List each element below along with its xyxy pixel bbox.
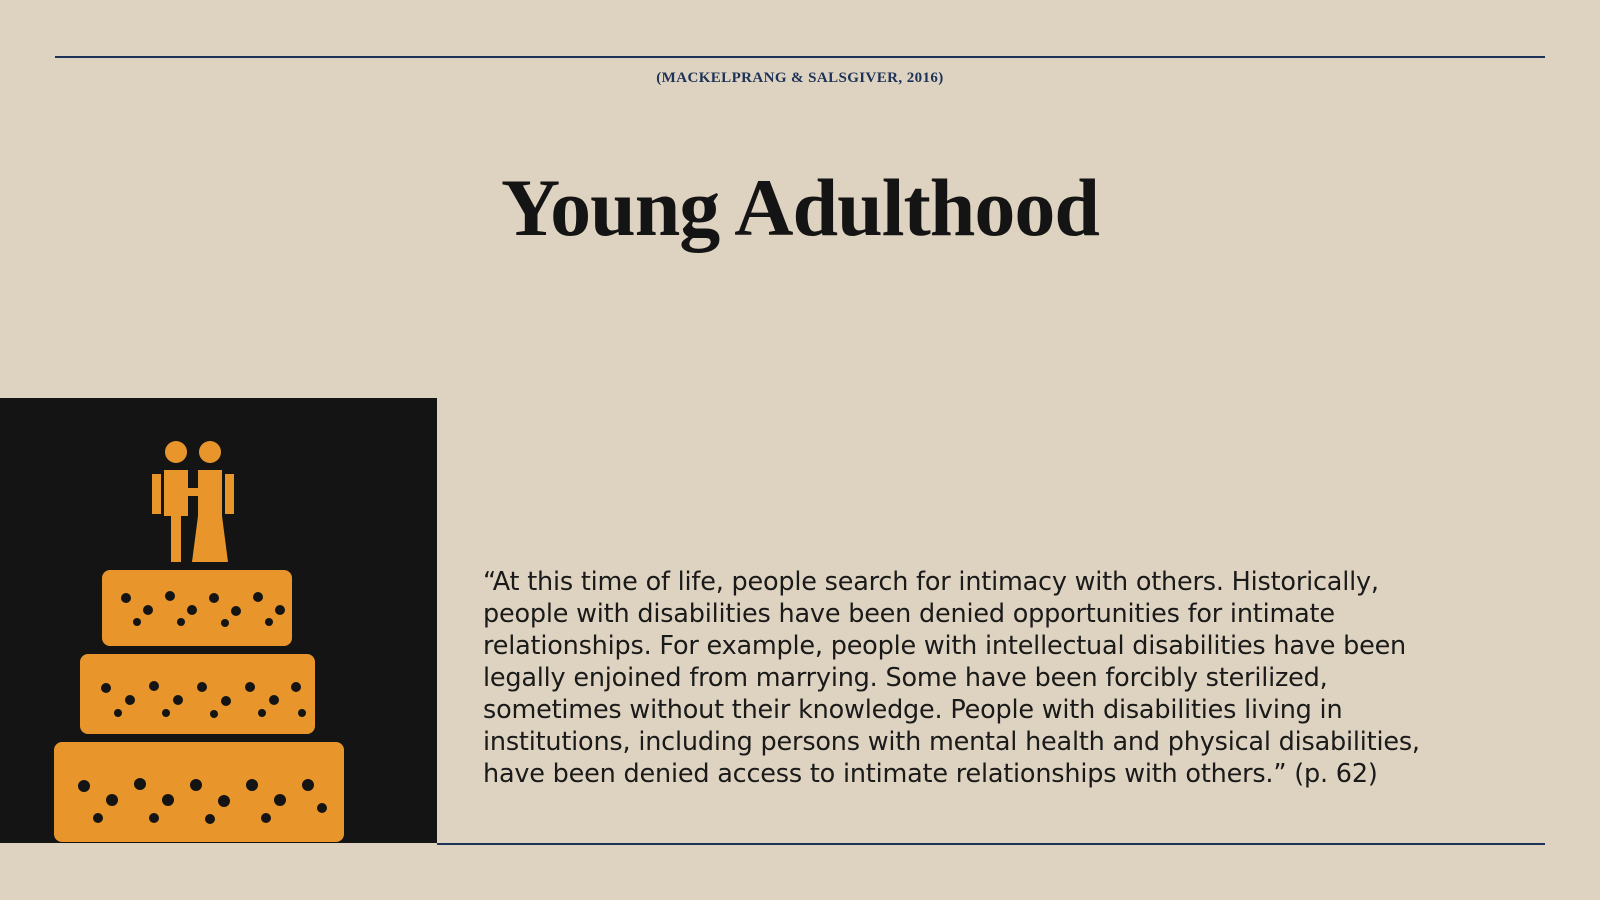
wedding-cake-illustration bbox=[0, 398, 437, 843]
cake-icon bbox=[40, 430, 370, 843]
citation-text: (MACKELPRANG & SALSGIVER, 2016) bbox=[656, 70, 944, 86]
page-title: Young Adulthood bbox=[500, 161, 1100, 253]
quote-text: “At this time of life, people search for intimacy with others. Historically, people with disabilities have been denied opportunities for intimate relationships. For example, people with intellectual disabilities have been legally enjoined from marrying. Some have been forcibly sterilized, sometimes without their knowledge. People with disabilities living in institutions, including persons with mental health and physical disabilities, have been denied access to intimate relationships with others.” (p. 62) bbox=[483, 566, 1420, 790]
bottom-divider bbox=[437, 843, 1545, 845]
top-divider bbox=[55, 56, 1545, 58]
